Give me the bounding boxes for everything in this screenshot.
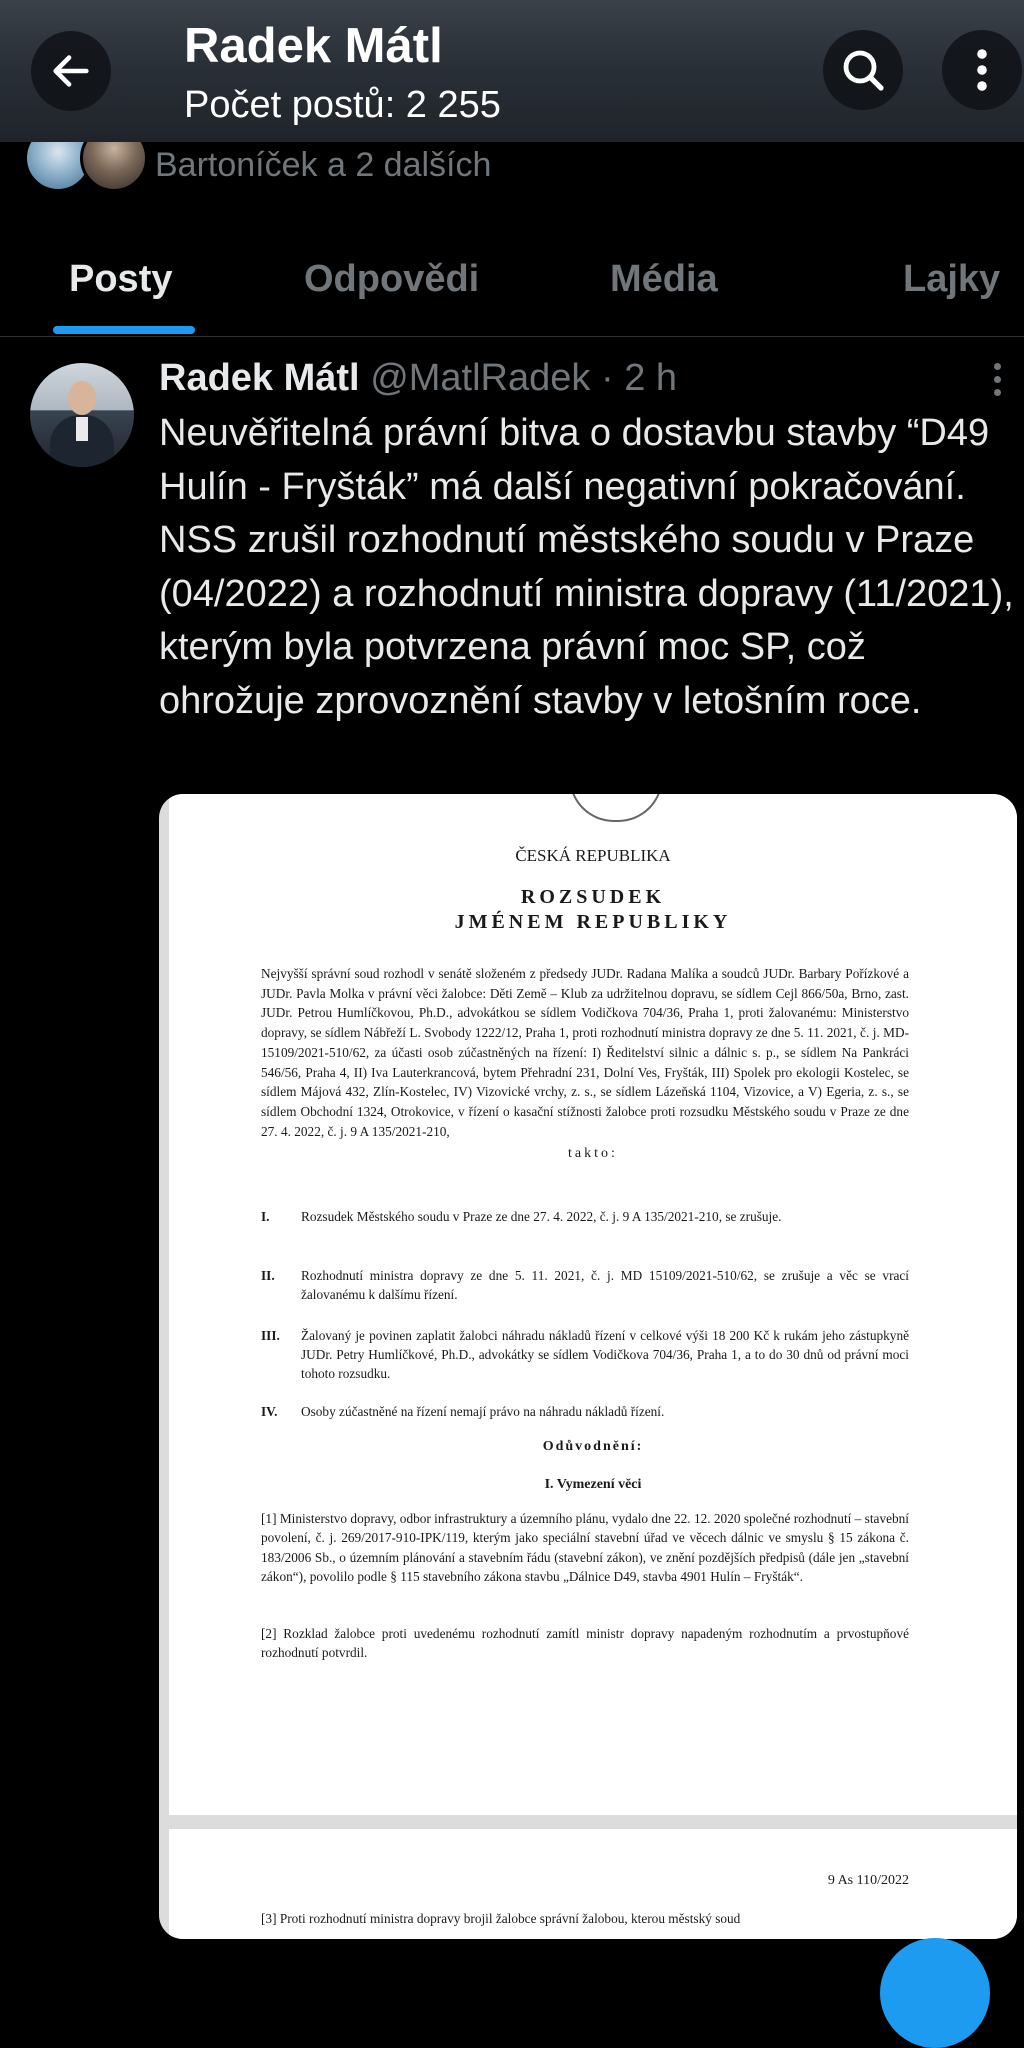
- more-vertical-icon: [982, 363, 1012, 396]
- document-subtitle: JMÉNEM REPUBLIKY: [454, 911, 732, 933]
- avatar[interactable]: [30, 363, 134, 467]
- verdict-item-number: II.: [261, 1268, 275, 1283]
- document-page: [169, 1829, 1017, 1939]
- tab-media[interactable]: Média: [610, 258, 718, 300]
- arrow-left-icon: [48, 48, 94, 94]
- followed-by-text: Bartoníček a 2 dalších: [155, 146, 492, 184]
- active-tab-indicator: [53, 326, 195, 334]
- document-page: [169, 794, 1017, 1815]
- more-vertical-icon: [962, 46, 1002, 94]
- compose-button[interactable]: [880, 1938, 990, 2048]
- document-reasoning-heading: Odůvodnění:: [542, 1439, 644, 1454]
- tab-likes[interactable]: Lajky: [903, 258, 1001, 300]
- post-image[interactable]: [159, 794, 1017, 1939]
- search-button[interactable]: [823, 30, 903, 110]
- post[interactable]: [0, 337, 1024, 1958]
- verdict-item-number: III.: [261, 1328, 280, 1343]
- post-timestamp[interactable]: 2 h: [624, 357, 678, 399]
- document-case-number: 9 As 110/2022: [827, 1873, 909, 1888]
- post-author-handle[interactable]: @MatlRadek: [370, 357, 591, 399]
- back-button[interactable]: [31, 31, 111, 111]
- post-text: Neuvěřitelná právní bitva o dostavbu stavby “D49 Hulín - Fryšták” má další negativní pokračování. NSS zrušil rozhodnutí městského soudu v Praze (04/2022) a rozhodnutí ministra dopravy (11/2021), kterým byla potvrzena právní moc SP, což ohrožuje zprovoznění stavby v letošním roce.: [159, 412, 1014, 722]
- post-count: Počet postů: 2 255: [184, 84, 501, 126]
- post-header: [159, 357, 677, 400]
- verdict-item-text: Rozhodnutí ministra dopravy ze dne 5. 11. 2021, č. j. MD 15109/2021-510/62, se zrušuje a věc se vrací žalovanému k dalšímu řízení.: [301, 1268, 909, 1302]
- verdict-item-number: IV.: [261, 1404, 278, 1419]
- verdict-item-text: Žalovaný je povinen zaplatit žalobci náhradu nákladů řízení v celkové výši 18 200 Kč k rukám jeho zástupkyně JUDr. Petry Humlíčkové, Ph.D., advokátky se sídlem Vodičkova 704/36, Praha 1, a to do 30 dnů od právní moci tohoto rozsudku.: [301, 1328, 909, 1381]
- post-more-button[interactable]: [982, 363, 1012, 403]
- tab-posts[interactable]: Posty: [69, 258, 173, 300]
- document-paragraph: [3] Proti rozhodnutí ministra dopravy brojil žalobce správní žalobou, kterou městský soud: [261, 1911, 741, 1926]
- profile-name: Radek Mátl: [184, 19, 443, 73]
- verdict-item-text: Osoby zúčastněné na řízení nemají právo na náhradu nákladů řízení.: [301, 1404, 665, 1419]
- tab-replies[interactable]: Odpovědi: [304, 258, 480, 300]
- document-takto: takto:: [568, 1146, 618, 1161]
- profile-header: [0, 0, 1024, 142]
- document-country: ČESKÁ REPUBLIKA: [515, 846, 671, 865]
- search-icon: [839, 46, 887, 94]
- document-intro: Nejvyšší správní soud rozhodl v senátě složeném z předsedy JUDr. Radana Malíka a soudců JUDr. Barbary Pořízkové a JUDr. Pavla Molka v právní věci žalobce: Děti Země – Klub za udržitelnou dopravu, se sídlem Cejl 866/50a, Brno, zast. JUDr. Petrou Humlíčkovou, Ph.D., advokátkou se sídlem Vodičkova 704/36, Praha 1, proti žalovanému: Ministerstvo dopravy, se sídlem Nábřeží L. Svobody 1222/12, Praha 1, proti rozhodnutí ministra dopravy ze dne 5. 11. 2021, č. j. MD-15109/2021-510/62, za účasti osob zúčastněných na řízení: I) Ředitelství silnic a dálnic s. p., se sídlem Na Pankráci 546/56, Praha 4, II) Iva Lauterkrancová, bytem Přehradní 231, Dolní Ves, Fryšták, III) Spolek pro ekologii Kostelec, se sídlem Májová 432, Zlín-Kostelec, IV) Vizovické vrchy, z. s., se sídlem Lázeňská 1104, Vizovice, a V) Egeria, z. s., se sídlem Obchodní 1324, Otrokovice, v řízení o kasační stížnosti žalobce proti rozsudku Městského soudu v Praze ze dne 27. 4. 2022, č. j. 9 A 135/2021-210,: [261, 966, 909, 1139]
- document-paragraph: [1] Ministerstvo dopravy, odbor infrastruktury a územního plánu, vydalo dne 22. 12. 2020 společné rozhodnutí – stavební povolení, č. j. 269/2017-910-IPK/119, kterým jako speciální stavební úřad ve věcech dálnic ve smyslu § 15 zákona č. 183/2006 Sb., o územním plánování a stavebním řádu (stavební zákon), ve znění pozdějších předpisů (dále jen „stavební zákon“), povolilo podle § 115 stavebního zákona stavbu „Dálnice D49, stavba 4901 Hulín – Fryšták“.: [261, 1511, 909, 1584]
- post-author-name[interactable]: Radek Mátl: [159, 357, 360, 399]
- verdict-item-text: Rozsudek Městského soudu v Praze ze dne 27. 4. 2022, č. j. 9 A 135/2021-210, se zrušuje.: [301, 1209, 782, 1224]
- verdict-item-number: I.: [261, 1209, 270, 1224]
- state-emblem-icon: [569, 794, 663, 822]
- more-options-button[interactable]: [942, 30, 1022, 110]
- document-title: ROZSUDEK: [520, 886, 666, 908]
- separator-dot: ·: [600, 357, 614, 399]
- document-paragraph: [2] Rozklad žalobce proti uvedenému rozhodnutí zamítl ministr dopravy napadeným rozhodnutím a prvostupňové rozhodnutí potvrdil.: [261, 1626, 909, 1661]
- document-section-title: I. Vymezení věci: [544, 1477, 642, 1492]
- profile-tabs: [0, 240, 1024, 337]
